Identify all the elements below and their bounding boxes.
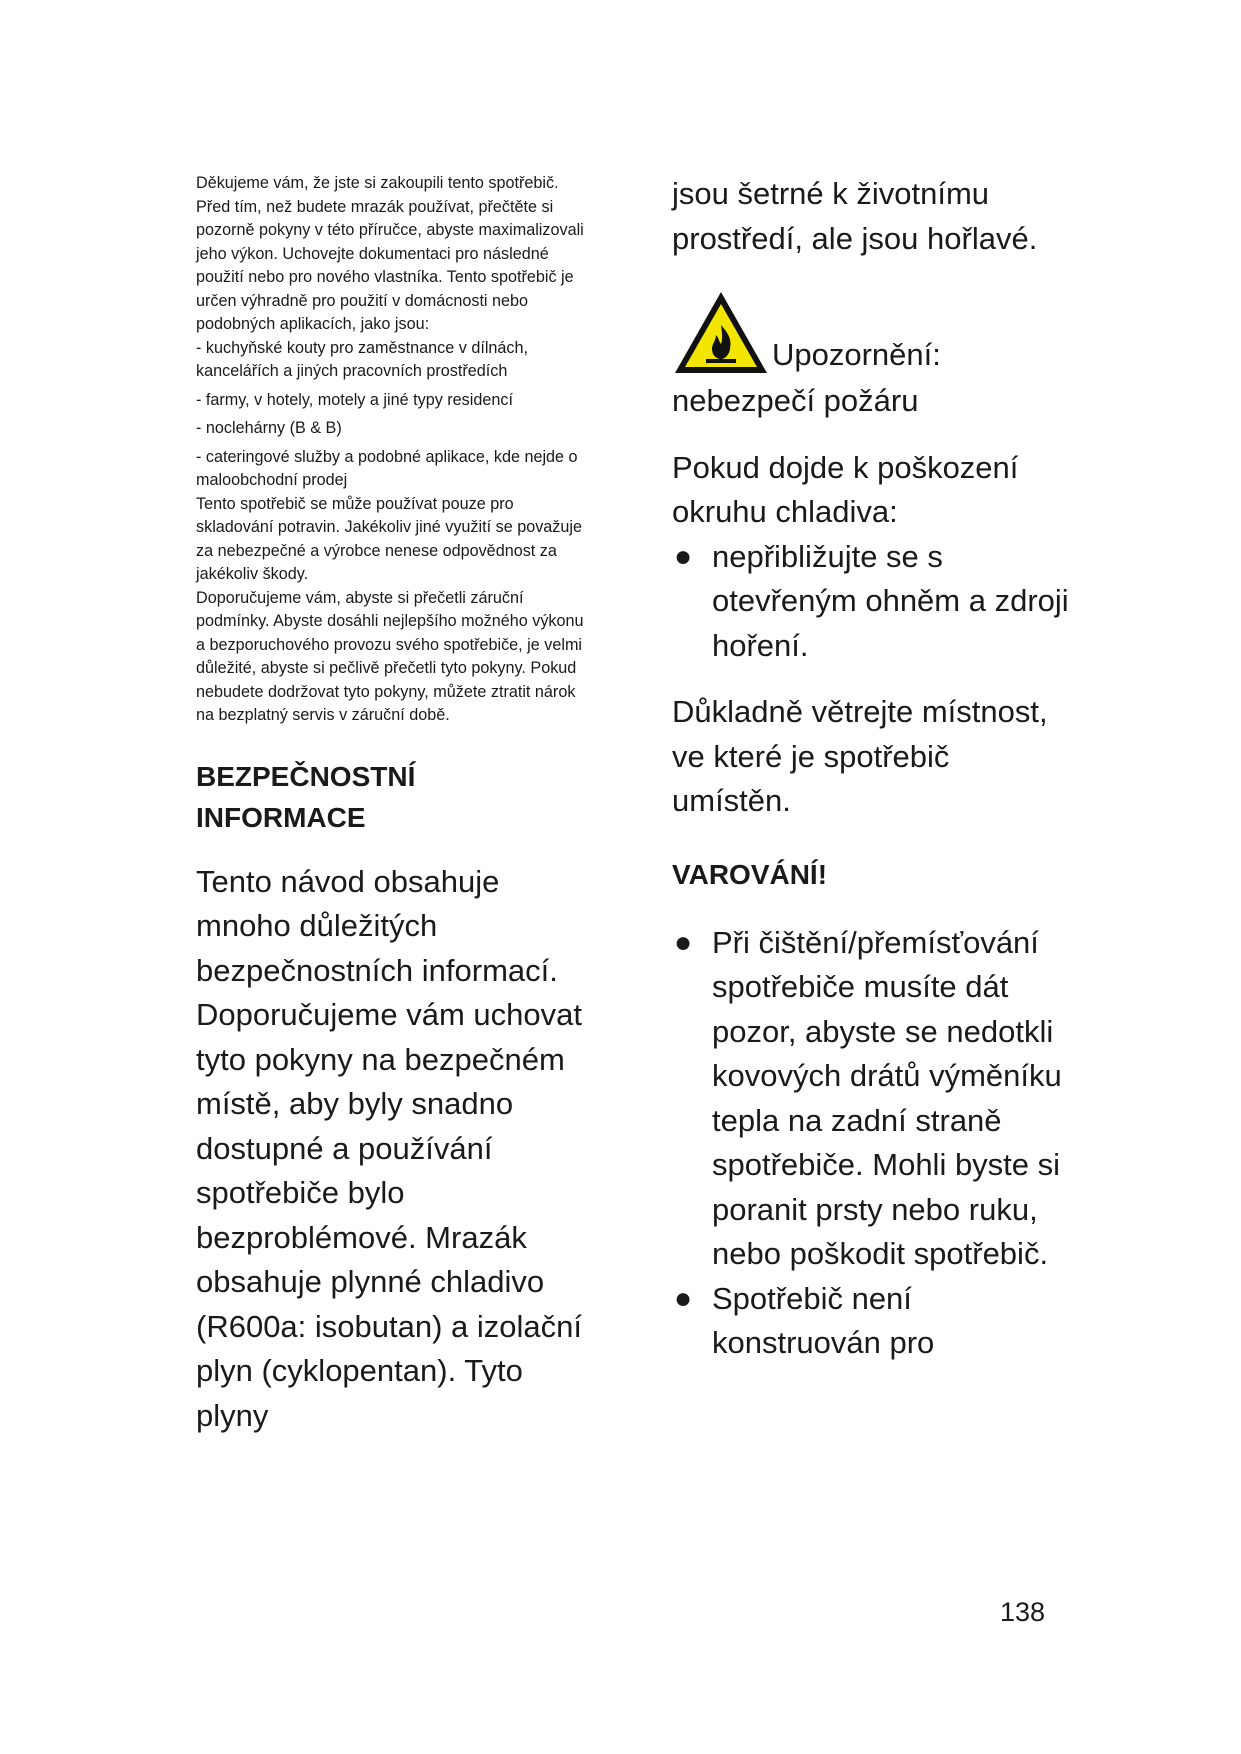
list-item: [672, 1277, 1072, 1366]
list-item: [672, 535, 1072, 669]
bullet-icon: ●: [674, 925, 693, 959]
flammable-warning-icon: [672, 289, 770, 377]
varovani-list: [672, 921, 1072, 1366]
warning-label: Upozornění:: [772, 337, 941, 372]
bullet-text: Spotřebič není konstruován pro: [712, 1280, 935, 1360]
ventilate-text: Důkladně větrejte místnost, ve které je spotřebič umístěn.: [672, 694, 1048, 818]
intro-usage-staff: - kuchyňské kouty pro zaměstnance v dílnách, kancelářích a jiných pracovních prostředích: [196, 338, 529, 380]
bullet-text: Při čištění/přemísťování spotřebiče musíte dát pozor, abyste se nedotkli kovových drátů výměníku tepla na zadní straně spotřebiče. Mohli byste si poranit prsty nebo ruku, nebo poškodit spotřebič.: [712, 924, 1062, 1271]
fire-warning: [672, 289, 1072, 379]
bullet-icon: ●: [674, 1281, 693, 1315]
list-item: [672, 921, 1072, 1277]
intro-thanks: Děkujeme vám, že jste si zakoupili tento spotřebič.: [196, 174, 559, 192]
bullet-icon: ●: [674, 539, 693, 573]
damage-text: Pokud dojde k poškození okruhu chladiva:: [672, 449, 1019, 529]
intro-section: [196, 172, 586, 728]
intro-usage-catering: - cateringové služby a podobné aplikace, kde nejde o maloobchodní prodej: [196, 447, 578, 489]
intro-warranty: Doporučujeme vám, abyste si přečetli záruční podmínky. Abyste dosáhli nejlepšího možného výkonu a bezporuchového provozu svého spotřebiče, je velmi důležité, abyste si pečlivě přečetli tyto pokyny. Pokud nebudete dodržovat tyto pokyny, můžete ztratit nárok na bezplatný servis v záruční době.: [196, 588, 584, 724]
safety-body: Tento návod obsahuje mnoho důležitých bezpečnostních informací. Doporučujeme vám uchovat tyto pokyny na bezpečném místě, aby byly snadno dostupné a používání spotřebiče bylo bezproblémové. Mrazák obsahuje plynné chladivo (R600a: isobutan) a izolační plyn (cyklopentan). Tyto plyny: [196, 863, 583, 1433]
continuation-text: jsou šetrné k životnímu prostředí, ale jsou hořlavé.: [672, 176, 1038, 256]
damage-list: [672, 535, 1072, 669]
intro-usage-bb: - noclehárny (B & B): [196, 419, 342, 437]
bullet-text: nepřibližujte se s otevřeným ohněm a zdroji hoření.: [712, 538, 1069, 663]
warning-text: nebezpečí požáru: [672, 383, 919, 418]
intro-food-only: Tento spotřebič se může používat pouze pro skladování potravin. Jakékoliv jiné využití se považuje za nebezpečné a výrobce nenese odpovědnost za jakékoliv škody.: [196, 494, 583, 583]
right-column: [672, 172, 1072, 1366]
intro-usage-farms: - farmy, v hotely, motely a jiné typy residencí: [196, 390, 513, 409]
varovani-heading: VAROVÁNÍ!: [672, 858, 828, 890]
intro-read-manual: Před tím, než budete mrazák používat, přečtěte si pozorně pokyny v této příručce, abyste maximalizovali jeho výkon. Uchovejte dokumentaci pro následné použití nebo pro nového vlastníka. Tento spotřebič je určen výhradně pro použití v domácnosti nebo podobných aplikacích, jako jsou:: [196, 197, 584, 333]
safety-heading: BEZPEČNOSTNÍ INFORMACE: [196, 760, 416, 833]
left-column: [196, 172, 586, 1438]
page-number: 138: [1000, 1597, 1046, 1627]
